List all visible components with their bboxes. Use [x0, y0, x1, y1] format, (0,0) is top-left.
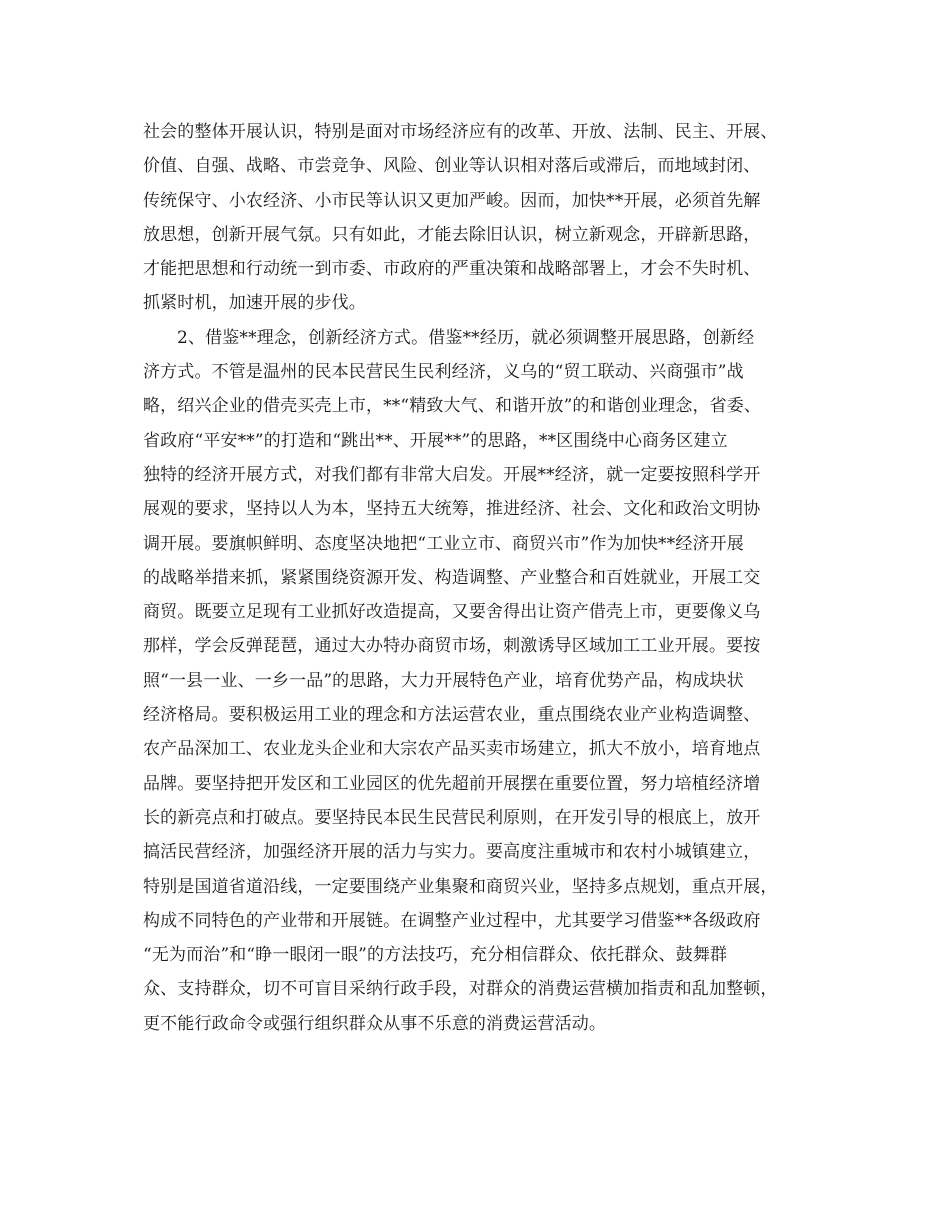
- text-line: 略，绍兴企业的借壳买壳上市，**“精致大气、和谐开放”的和谐创业理念，省委、: [143, 396, 762, 417]
- body-text: [143, 115, 833, 1041]
- text-line: 独特的经济开展方式，对我们都有非常大启发。开展**经济，就一定要按照科学开: [143, 464, 761, 485]
- text-line: 传统保守、小农经济、小市民等认识又更加严峻。因而，加快**开展，必须首先解: [143, 190, 761, 211]
- text-line: 那样，学会反弹琵琶，通过大办特办商贸市场，刺激诱导区域加工工业开展。要按: [143, 636, 761, 657]
- text-line: 社会的整体开展认识，特别是面对市场经济应有的改革、开放、法制、民主、开展、: [143, 122, 778, 142]
- text-line: 调开展。要旗帜鲜明、态度坚决地把“工业立市、商贸兴市”作为加快**经济开展: [143, 533, 744, 554]
- text-line: 众、支持群众，切不可盲目采纳行政手段，对群众的消费运营横加指责和乱加整顿，: [143, 979, 778, 1000]
- paragraph-start-line: 2、借鉴**理念，创新经济方式。借鉴**经历，就必须调整开展思路，创新经: [177, 327, 755, 348]
- text-line: 省政府“平安**”的打造和“跳出**、开展**”的思路，**区围绕中心商务区建立: [143, 430, 728, 451]
- text-line: 才能把思想和行动统一到市委、市政府的严重决策和战略部署上，才会不失时机、: [143, 259, 761, 280]
- text-line: 农产品深加工、农业龙头企业和大宗农产品买卖市场建立，抓大不放小，培育地点: [143, 739, 761, 760]
- text-line: 放思想，创新开展气氛。只有如此，才能去除旧认识，树立新观念，开辟新思路，: [143, 224, 761, 245]
- text-line: 展观的要求，坚持以人为本，坚持五大统筹，推进经济、社会、文化和政治文明协: [143, 499, 761, 520]
- text-line: 照“一县一业、一乡一品”的思路，大力开展特色产业，培育优势产品，构成块状: [143, 670, 744, 691]
- text-line: 的战略举措来抓，紧紧围绕资源开发、构造调整、产业整合和百姓就业，开展工交: [143, 567, 761, 588]
- text-line: 抓紧时机，加速开展的步伐。: [143, 293, 366, 314]
- text-line: 商贸。既要立足现有工业抓好改造提高，又要舍得出让资产借壳上市，更要像义乌: [143, 602, 761, 623]
- text-line: “无为而治”和“睁一眼闭一眼”的方法技巧，充分相信群众、依托群众、鼓舞群: [143, 945, 728, 966]
- text-line: 更不能行政命令或强行组织群众从事不乐意的消费运营活动。: [143, 1013, 607, 1034]
- text-line: 构成不同特色的产业带和开展链。在调整产业过程中，尤其要学习借鉴**各级政府: [143, 910, 761, 931]
- text-line: 特别是国道省道沿线，一定要围绕产业集聚和商贸兴业，坚持多点规划，重点开展，: [143, 876, 778, 897]
- text-line: 价值、自强、战略、市尝竞争、风险、创业等认识相对落后或滞后，而地域封闭、: [143, 156, 761, 177]
- text-line: 济方式。不管是温州的民本民营民生民利经济，义乌的“贸工联动、兴商强市”战: [143, 362, 744, 383]
- text-line: 经济格局。要积极运用工业的理念和方法运营农业，重点围绕农业产业构造调整、: [143, 705, 761, 726]
- text-line: 长的新亮点和打破点。要坚持民本民生民营民利原则，在开发引导的根底上，放开: [143, 807, 761, 828]
- text-line: 品牌。要坚持把开发区和工业园区的优先超前开展摆在重要位置，努力培植经济增: [143, 773, 761, 794]
- text-line: 搞活民营经济，加强经济开展的活力与实力。要高度注重城市和农村小城镇建立，: [143, 842, 761, 863]
